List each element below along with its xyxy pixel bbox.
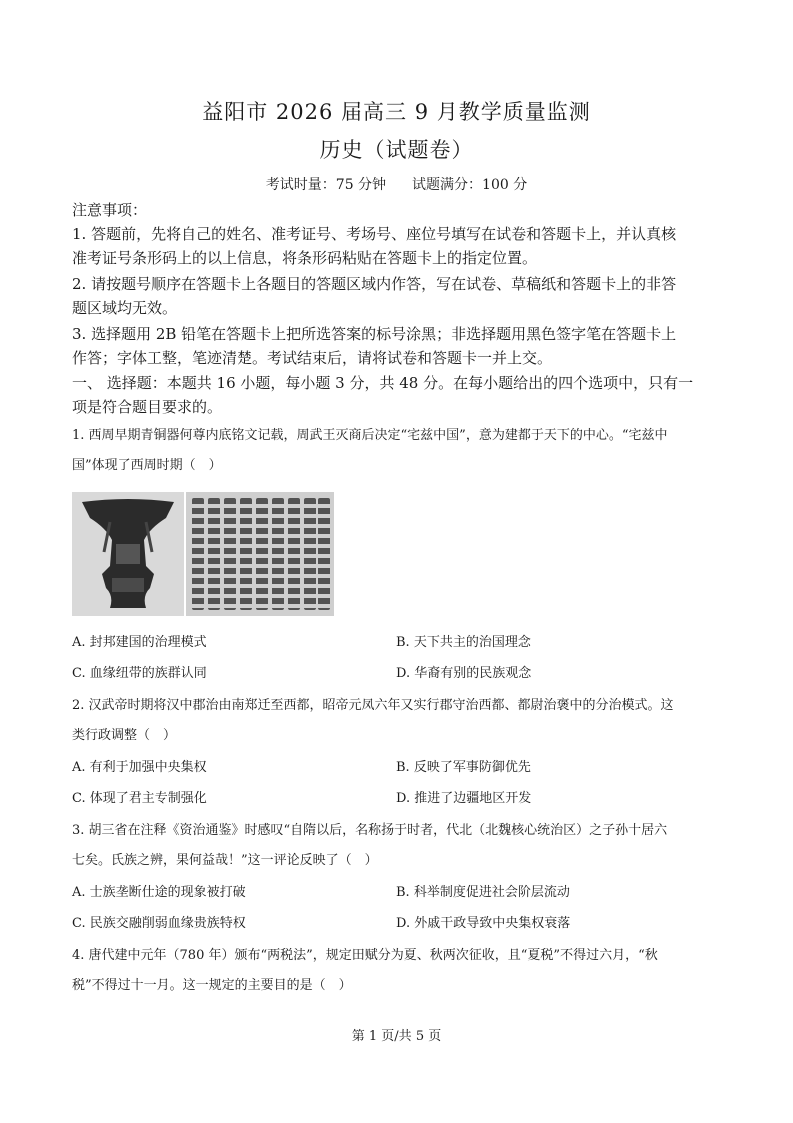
q1-option-c: C. 血缘纽带的族群认同 xyxy=(72,666,207,681)
q3-stem-line-2: 七矣。氏族之辨，果何益哉！”这一评论反映了（ ） xyxy=(72,853,378,868)
notice-line-2: 准考证号条形码上的以上信息，将条形码粘贴在答题卡上的指定位置。 xyxy=(72,249,538,267)
he-zun-figure xyxy=(72,492,334,616)
q3-option-b: B. 科举制度促进社会阶层流动 xyxy=(396,885,570,900)
notice-line-5: 3. 选择题用 2B 铅笔在答题卡上把所选答案的标号涂黑；非选择题用黑色签字笔在答题卡上 xyxy=(72,325,677,343)
q3-option-a: A. 士族垄断仕途的现象被打破 xyxy=(72,885,246,900)
notice-line-1: 1. 答题前，先将自己的姓名、准考证号、考场号、座位号填写在试卷和答题卡上，并认真核 xyxy=(72,225,677,243)
exam-score: 试题满分：100 分 xyxy=(412,177,528,193)
q1-option-a: A. 封邦建国的治理模式 xyxy=(72,635,207,650)
q3-option-d: D. 外戚干政导致中央集权衰落 xyxy=(396,916,571,931)
q1-stem-line-2: 国”体现了西周时期（ ） xyxy=(72,458,222,473)
bronze-vessel-image xyxy=(72,492,184,616)
q2-option-c: C. 体现了君主专制强化 xyxy=(72,791,207,806)
notice-heading: 注意事项： xyxy=(72,201,148,219)
notice-line-3: 2. 请按题号顺序在答题卡上各题目的答题区域内作答，写在试卷、草稿纸和答题卡上的非答 xyxy=(72,275,677,293)
q2-option-a: A. 有利于加强中央集权 xyxy=(72,760,207,775)
q3-option-c: C. 民族交融削弱血缘贵族特权 xyxy=(72,916,246,931)
q2-stem-line-1: 2. 汉武帝时期将汉中郡治由南郑迁至西都，昭帝元凤六年又实行郡守治西都、都尉治褒中的分治模式。这 xyxy=(72,698,674,713)
exam-time: 考试时量：75 分钟 xyxy=(265,177,387,193)
q2-stem-line-2: 类行政调整（ ） xyxy=(72,728,177,743)
exam-meta xyxy=(0,174,793,194)
notice-line-4: 题区域均无效。 xyxy=(72,299,178,317)
q4-stem-line-1: 4. 唐代建中元年（780 年）颁布“两税法”，规定田赋分为夏、秋两次征收，且“夏税”不得过六月，“秋 xyxy=(72,948,658,963)
page-number: 第 1 页/共 5 页 xyxy=(351,1029,442,1044)
section-line-2: 项是符合题目要求的。 xyxy=(72,398,223,416)
inscription-rubbing-image xyxy=(186,492,334,616)
q1-option-b: B. 天下共主的治国理念 xyxy=(396,635,531,650)
q4-stem-line-2: 税”不得过十一月。这一规定的主要目的是（ ） xyxy=(72,978,352,993)
q3-stem-line-1: 3. 胡三省在注释《资治通鉴》时感叹“自隋以后，名称扬于时者，代北（北魏核心统治区）之子孙十居六 xyxy=(72,823,668,838)
q2-option-b: B. 反映了军事防御优先 xyxy=(396,760,531,775)
section-line-1: 一、 选择题：本题共 16 小题，每小题 3 分，共 48 分。在每小题给出的四个选项中，只有一 xyxy=(72,374,694,392)
exam-subtitle: 历史（试题卷） xyxy=(319,138,474,162)
q1-option-d: D. 华裔有别的民族观念 xyxy=(396,666,532,681)
q2-option-d: D. 推进了边疆地区开发 xyxy=(396,791,532,806)
notice-line-6: 作答；字体工整，笔迹清楚。考试结束后，请将试卷和答题卡一并上交。 xyxy=(72,349,553,367)
q1-stem-line-1: 1. 西周早期青铜器何尊内底铭文记载，周武王灭商后决定“宅兹中国”，意为建都于天下的中心。“宅兹中 xyxy=(72,428,668,443)
exam-title: 益阳市 2026 届高三 9 月教学质量监测 xyxy=(202,100,591,124)
